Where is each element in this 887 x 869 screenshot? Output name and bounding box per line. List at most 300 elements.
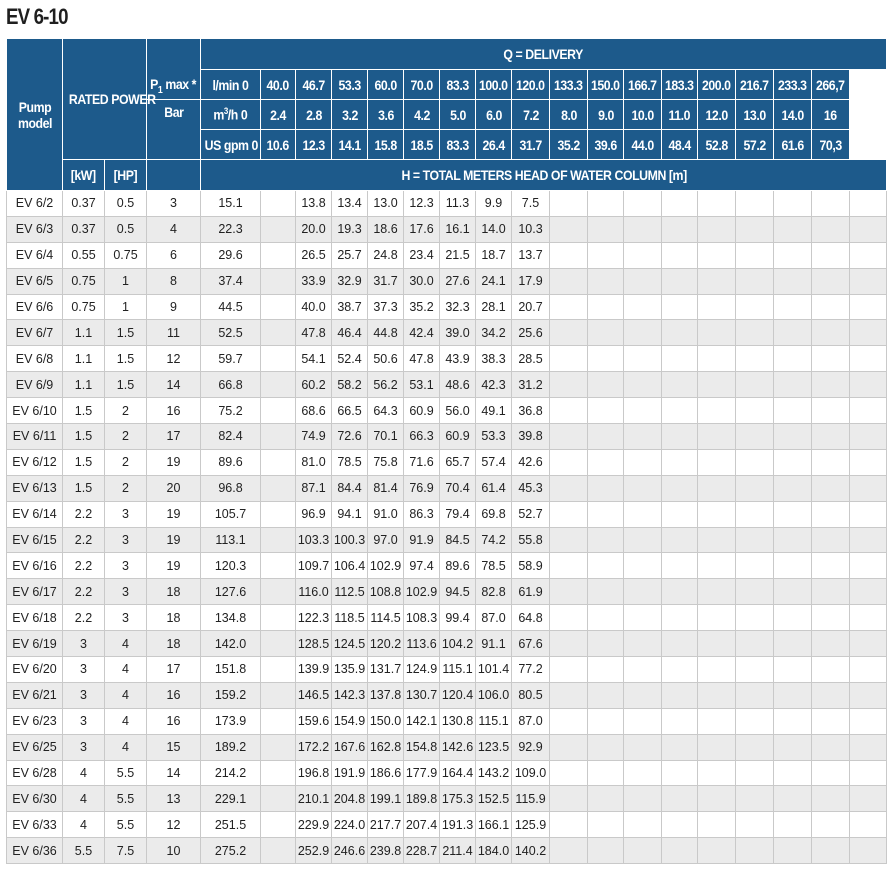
table-body — [7, 191, 887, 864]
table-cell — [736, 294, 774, 320]
table-cell — [812, 475, 850, 501]
table-cell: 16 — [147, 398, 201, 424]
table-cell: 13.8 — [296, 191, 332, 217]
table-cell — [261, 424, 296, 450]
table-cell: 204.8 — [332, 786, 368, 812]
table-cell: 50.6 — [368, 346, 404, 372]
table-cell — [736, 579, 774, 605]
table-row — [7, 579, 887, 605]
pump-model-cell: EV 6/12 — [7, 449, 63, 475]
table-cell: 89.6 — [440, 553, 476, 579]
table-cell — [774, 242, 812, 268]
table-cell: 142.0 — [201, 631, 261, 657]
table-cell — [736, 398, 774, 424]
table-cell: 189.2 — [201, 734, 261, 760]
table-cell — [624, 708, 662, 734]
table-cell — [662, 346, 698, 372]
m3h-value: 13.0 — [736, 100, 774, 130]
table-cell: 4 — [105, 657, 147, 683]
gpm-value: 48.4 — [662, 130, 698, 160]
table-row — [7, 475, 887, 501]
q-delivery-header: Q = DELIVERY — [201, 39, 887, 70]
table-cell — [698, 708, 736, 734]
table-cell — [698, 501, 736, 527]
page-title: EV 6-10 — [6, 4, 68, 29]
table-cell — [736, 424, 774, 450]
table-cell — [774, 294, 812, 320]
gpm-value: 31.7 — [512, 130, 550, 160]
table-header — [7, 39, 887, 191]
lmin-value: 266,7 — [812, 70, 850, 100]
table-cell: 4 — [105, 734, 147, 760]
table-cell: 15 — [147, 734, 201, 760]
table-cell — [774, 191, 812, 217]
lmin-value: 100.0 — [476, 70, 512, 100]
table-cell — [698, 191, 736, 217]
table-cell — [698, 734, 736, 760]
table-row — [7, 424, 887, 450]
table-cell: 16 — [147, 682, 201, 708]
table-cell — [662, 449, 698, 475]
table-cell — [812, 786, 850, 812]
table-cell: 21.5 — [440, 242, 476, 268]
table-cell: 82.4 — [201, 424, 261, 450]
table-cell: 135.9 — [332, 657, 368, 683]
table-cell — [812, 268, 850, 294]
table-cell: 42.3 — [476, 372, 512, 398]
table-cell — [698, 242, 736, 268]
table-cell — [774, 579, 812, 605]
table-cell: 87.1 — [296, 475, 332, 501]
table-cell: 115.1 — [476, 708, 512, 734]
table-cell: 130.8 — [440, 708, 476, 734]
table-cell: 3 — [105, 579, 147, 605]
table-cell — [698, 786, 736, 812]
table-cell: 13.0 — [368, 191, 404, 217]
table-cell: 13 — [147, 786, 201, 812]
table-cell: 19.3 — [332, 216, 368, 242]
table-cell: 0.5 — [105, 216, 147, 242]
table-row — [7, 605, 887, 631]
table-cell: 38.7 — [332, 294, 368, 320]
table-cell — [812, 424, 850, 450]
gpm-value: 44.0 — [624, 130, 662, 160]
table-cell — [850, 268, 887, 294]
table-cell — [261, 475, 296, 501]
m3h-value: 3.2 — [332, 100, 368, 130]
gpm-value: 39.6 — [588, 130, 624, 160]
table-cell: 33.9 — [296, 268, 332, 294]
table-cell: 29.6 — [201, 242, 261, 268]
gpm-value: 15.8 — [368, 130, 404, 160]
table-cell: 106.0 — [476, 682, 512, 708]
table-cell: 6 — [147, 242, 201, 268]
table-cell — [588, 657, 624, 683]
table-cell: 0.55 — [63, 242, 105, 268]
table-cell: 143.2 — [476, 760, 512, 786]
table-cell: 2.2 — [63, 605, 105, 631]
table-cell: 27.6 — [440, 268, 476, 294]
table-cell: 1.5 — [105, 346, 147, 372]
table-cell — [261, 320, 296, 346]
table-cell: 19 — [147, 553, 201, 579]
table-cell — [261, 812, 296, 838]
table-cell: 58.2 — [332, 372, 368, 398]
table-cell — [624, 320, 662, 346]
table-cell: 38.3 — [476, 346, 512, 372]
lmin-value: 233.3 — [774, 70, 812, 100]
table-cell — [588, 579, 624, 605]
table-cell: 31.7 — [368, 268, 404, 294]
table-cell: 53.1 — [404, 372, 440, 398]
table-cell: 154.8 — [404, 734, 440, 760]
table-cell: 66.3 — [404, 424, 440, 450]
m3h-label: $m^3/h$ 0 — [201, 100, 261, 130]
table-cell: 104.2 — [440, 631, 476, 657]
table-cell: 56.2 — [368, 372, 404, 398]
table-cell — [588, 682, 624, 708]
table-cell: 108.8 — [368, 579, 404, 605]
table-cell: 1.5 — [63, 449, 105, 475]
table-cell: 7.5 — [512, 191, 550, 217]
table-cell — [624, 475, 662, 501]
table-cell: 0.37 — [63, 191, 105, 217]
table-cell — [550, 605, 588, 631]
table-cell: 70.1 — [368, 424, 404, 450]
table-cell — [588, 398, 624, 424]
table-cell: 5.5 — [63, 838, 105, 864]
kw-header: [kW] — [63, 160, 105, 191]
table-cell — [624, 553, 662, 579]
gpm-value: 57.2 — [736, 130, 774, 160]
table-cell: 0.5 — [105, 191, 147, 217]
table-cell — [624, 812, 662, 838]
table-cell: 46.4 — [332, 320, 368, 346]
table-cell — [550, 838, 588, 864]
pump-model-cell: EV 6/23 — [7, 708, 63, 734]
table-cell: 75.8 — [368, 449, 404, 475]
table-cell: 128.5 — [296, 631, 332, 657]
table-cell — [662, 372, 698, 398]
table-cell — [624, 216, 662, 242]
table-cell — [698, 216, 736, 242]
table-cell — [736, 682, 774, 708]
table-cell: 91.1 — [476, 631, 512, 657]
table-cell: 74.2 — [476, 527, 512, 553]
table-cell — [774, 605, 812, 631]
table-cell: 152.5 — [476, 786, 512, 812]
table-cell — [624, 605, 662, 631]
table-cell: 125.9 — [512, 812, 550, 838]
table-cell: 18 — [147, 631, 201, 657]
gpm-value: 35.2 — [550, 130, 588, 160]
pump-model-cell: EV 6/9 — [7, 372, 63, 398]
table-cell — [662, 320, 698, 346]
table-cell: 7.5 — [105, 838, 147, 864]
table-cell — [588, 812, 624, 838]
table-cell — [850, 760, 887, 786]
table-cell — [774, 346, 812, 372]
table-cell: 17 — [147, 424, 201, 450]
table-cell: 44.8 — [368, 320, 404, 346]
table-cell: 113.6 — [404, 631, 440, 657]
table-cell — [588, 346, 624, 372]
table-cell — [736, 449, 774, 475]
table-cell — [698, 475, 736, 501]
table-cell: 228.7 — [404, 838, 440, 864]
table-cell: 14 — [147, 760, 201, 786]
table-row — [7, 786, 887, 812]
table-cell: 224.0 — [332, 812, 368, 838]
table-cell: 100.3 — [332, 527, 368, 553]
table-cell — [624, 268, 662, 294]
table-cell — [588, 216, 624, 242]
table-cell — [812, 657, 850, 683]
lmin-value: 166.7 — [624, 70, 662, 100]
table-cell — [662, 786, 698, 812]
table-cell: 70.4 — [440, 475, 476, 501]
table-cell — [850, 346, 887, 372]
table-cell: 5.5 — [105, 760, 147, 786]
table-cell: 4 — [63, 786, 105, 812]
table-cell — [774, 760, 812, 786]
pump-model-cell: EV 6/30 — [7, 786, 63, 812]
table-cell: 57.4 — [476, 449, 512, 475]
table-cell: 102.9 — [368, 553, 404, 579]
table-cell: 19 — [147, 449, 201, 475]
table-cell — [812, 838, 850, 864]
table-cell: 79.4 — [440, 501, 476, 527]
table-row — [7, 838, 887, 864]
table-cell — [812, 242, 850, 268]
table-cell — [736, 216, 774, 242]
table-cell: 191.3 — [440, 812, 476, 838]
table-cell: 103.3 — [296, 527, 332, 553]
table-cell: 14.0 — [476, 216, 512, 242]
pump-model-cell: EV 6/28 — [7, 760, 63, 786]
table-row — [7, 708, 887, 734]
lmin-value: 150.0 — [588, 70, 624, 100]
table-cell — [698, 294, 736, 320]
table-cell — [261, 631, 296, 657]
table-cell: 210.1 — [296, 786, 332, 812]
gpm-value: 70,3 — [812, 130, 850, 160]
table-cell: 5.5 — [105, 812, 147, 838]
table-cell: 24.1 — [476, 268, 512, 294]
table-cell — [550, 449, 588, 475]
table-cell: 116.0 — [296, 579, 332, 605]
table-cell — [850, 216, 887, 242]
table-cell: 1.1 — [63, 372, 105, 398]
table-cell — [261, 657, 296, 683]
m3h-value: 12.0 — [698, 100, 736, 130]
table-cell — [588, 449, 624, 475]
table-cell: 96.8 — [201, 475, 261, 501]
table-cell: 122.3 — [296, 605, 332, 631]
table-cell: 2 — [105, 449, 147, 475]
table-cell — [812, 682, 850, 708]
table-cell: 52.4 — [332, 346, 368, 372]
pump-model-cell: EV 6/14 — [7, 501, 63, 527]
table-cell — [736, 657, 774, 683]
m3h-value: 9.0 — [588, 100, 624, 130]
table-cell: 1.5 — [63, 398, 105, 424]
table-cell: 118.5 — [332, 605, 368, 631]
table-cell: 89.6 — [201, 449, 261, 475]
table-cell — [698, 579, 736, 605]
table-cell — [624, 501, 662, 527]
table-cell: 142.3 — [332, 682, 368, 708]
table-cell — [662, 657, 698, 683]
table-cell: 17.9 — [512, 268, 550, 294]
table-cell — [550, 527, 588, 553]
pump-model-cell: EV 6/18 — [7, 605, 63, 631]
lmin-value: 40.0 — [261, 70, 296, 100]
table-cell — [736, 191, 774, 217]
table-cell: 67.6 — [512, 631, 550, 657]
table-cell: 37.3 — [368, 294, 404, 320]
table-cell: 173.9 — [201, 708, 261, 734]
table-cell — [774, 682, 812, 708]
table-row — [7, 501, 887, 527]
table-cell — [774, 320, 812, 346]
table-cell: 108.3 — [404, 605, 440, 631]
table-cell — [261, 191, 296, 217]
table-cell — [850, 372, 887, 398]
table-cell: 66.8 — [201, 372, 261, 398]
gpm-value: 14.1 — [332, 130, 368, 160]
table-cell — [662, 760, 698, 786]
table-cell — [662, 294, 698, 320]
gpm-value: 12.3 — [296, 130, 332, 160]
table-cell — [850, 579, 887, 605]
table-cell — [588, 631, 624, 657]
table-cell: 159.2 — [201, 682, 261, 708]
table-cell — [774, 553, 812, 579]
m3h-value: 16 — [812, 100, 850, 130]
table-cell — [774, 812, 812, 838]
table-cell: 86.3 — [404, 501, 440, 527]
table-cell — [774, 527, 812, 553]
table-cell — [736, 268, 774, 294]
gpm-value: 10.6 — [261, 130, 296, 160]
table-cell — [624, 191, 662, 217]
table-cell — [624, 838, 662, 864]
table-cell — [662, 708, 698, 734]
gpm-label: US gpm 0 — [201, 130, 261, 160]
table-cell: 162.8 — [368, 734, 404, 760]
table-cell: 184.0 — [476, 838, 512, 864]
lmin-label: l/min 0 — [201, 70, 261, 100]
table-cell — [624, 631, 662, 657]
table-cell: 251.5 — [201, 812, 261, 838]
table-cell: 189.8 — [404, 786, 440, 812]
table-cell: 151.8 — [201, 657, 261, 683]
table-cell: 115.1 — [440, 657, 476, 683]
table-cell: 64.8 — [512, 605, 550, 631]
table-cell: 81.4 — [368, 475, 404, 501]
table-cell: 0.75 — [63, 294, 105, 320]
table-cell: 25.6 — [512, 320, 550, 346]
table-cell — [550, 346, 588, 372]
lmin-value: 46.7 — [296, 70, 332, 100]
table-cell: 30.0 — [404, 268, 440, 294]
table-cell — [261, 682, 296, 708]
table-cell — [662, 579, 698, 605]
table-cell — [736, 734, 774, 760]
table-cell: 4 — [105, 682, 147, 708]
table-cell: 60.9 — [440, 424, 476, 450]
table-cell — [774, 372, 812, 398]
table-cell: 3 — [63, 734, 105, 760]
table-cell: 4 — [63, 812, 105, 838]
table-cell: 207.4 — [404, 812, 440, 838]
table-cell — [850, 191, 887, 217]
table-cell: 31.2 — [512, 372, 550, 398]
table-cell — [698, 657, 736, 683]
table-cell: 39.0 — [440, 320, 476, 346]
table-row — [7, 527, 887, 553]
table-cell — [736, 527, 774, 553]
table-cell — [662, 398, 698, 424]
table-cell — [261, 708, 296, 734]
table-cell — [774, 501, 812, 527]
table-cell — [261, 579, 296, 605]
table-cell: 42.4 — [404, 320, 440, 346]
table-cell: 49.1 — [476, 398, 512, 424]
table-row — [7, 449, 887, 475]
table-cell: 134.8 — [201, 605, 261, 631]
table-cell — [850, 320, 887, 346]
table-cell: 8 — [147, 268, 201, 294]
table-cell: 120.4 — [440, 682, 476, 708]
pump-model-cell: EV 6/33 — [7, 812, 63, 838]
table-cell: 87.0 — [512, 708, 550, 734]
table-cell — [736, 372, 774, 398]
table-cell: 120.2 — [368, 631, 404, 657]
table-cell — [850, 734, 887, 760]
table-cell: 13.7 — [512, 242, 550, 268]
table-cell: 142.1 — [404, 708, 440, 734]
table-cell: 17.6 — [404, 216, 440, 242]
table-cell: 120.3 — [201, 553, 261, 579]
table-cell — [662, 553, 698, 579]
table-cell — [588, 838, 624, 864]
table-cell — [550, 398, 588, 424]
table-cell — [774, 708, 812, 734]
pump-model-cell: EV 6/3 — [7, 216, 63, 242]
table-cell: 16.1 — [440, 216, 476, 242]
table-cell: 172.2 — [296, 734, 332, 760]
table-cell: 45.3 — [512, 475, 550, 501]
table-cell: 91.9 — [404, 527, 440, 553]
table-cell: 109.0 — [512, 760, 550, 786]
table-cell — [698, 449, 736, 475]
table-cell: 20.7 — [512, 294, 550, 320]
table-cell: 2.2 — [63, 501, 105, 527]
table-cell — [261, 346, 296, 372]
table-cell: 16 — [147, 708, 201, 734]
head-header: H = TOTAL METERS HEAD OF WATER COLUMN [m] — [201, 160, 887, 191]
table-cell — [588, 268, 624, 294]
table-cell — [698, 812, 736, 838]
table-cell: 32.3 — [440, 294, 476, 320]
table-cell: 80.5 — [512, 682, 550, 708]
table-row — [7, 372, 887, 398]
table-cell: 2.2 — [63, 527, 105, 553]
table-cell — [812, 191, 850, 217]
table-cell — [550, 216, 588, 242]
